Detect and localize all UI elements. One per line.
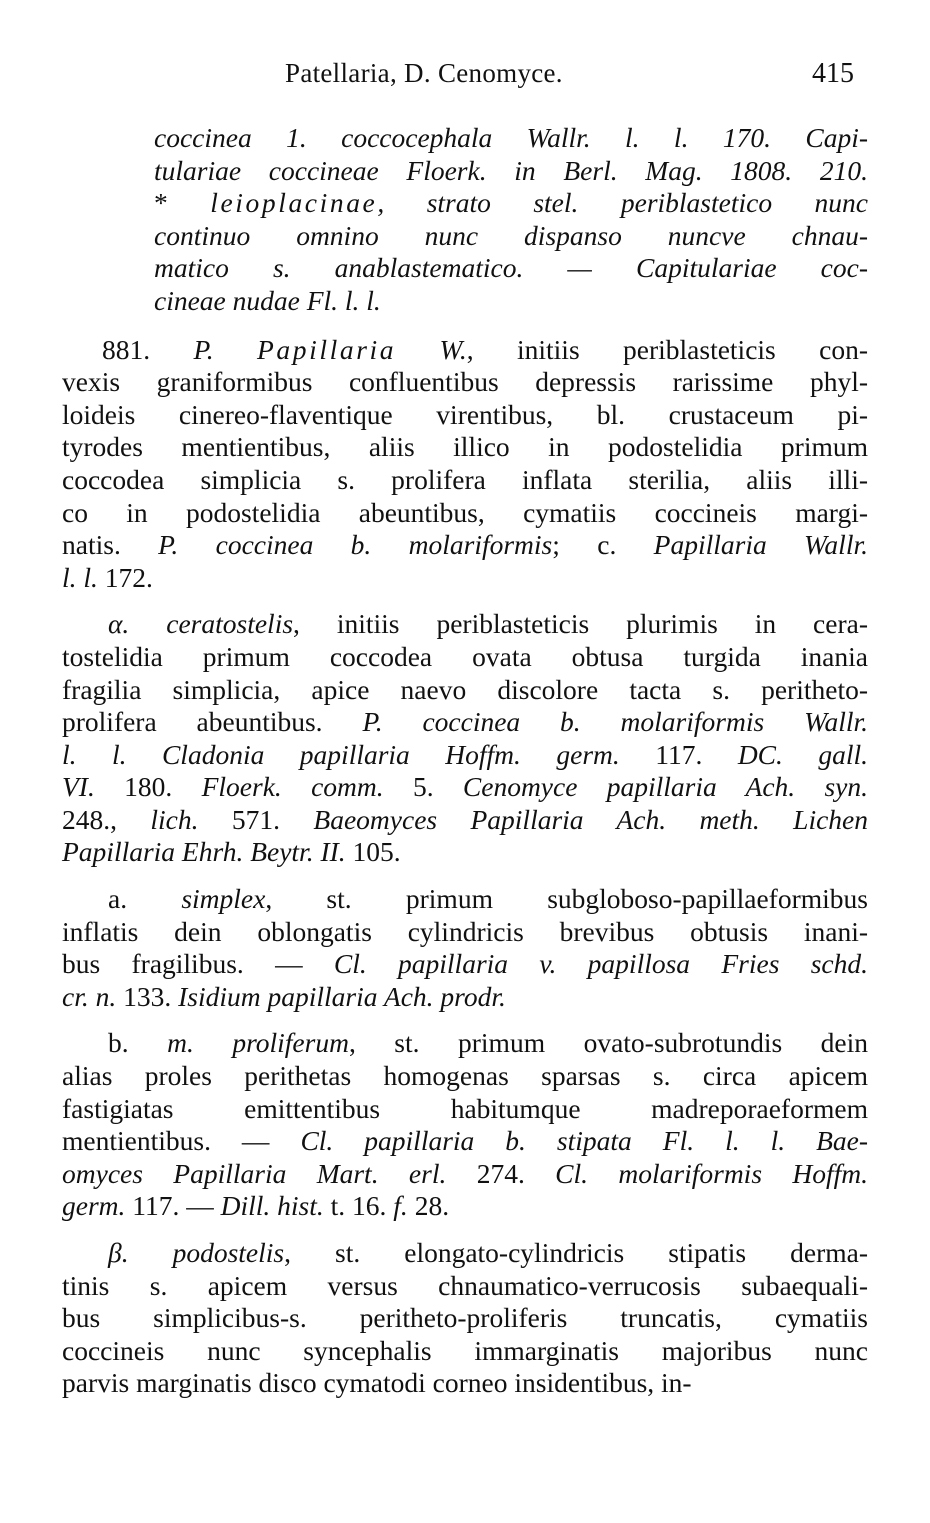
text-run: germ. <box>62 1190 126 1222</box>
text-line <box>62 1060 868 1093</box>
page-number: 415 <box>812 58 854 89</box>
text-run: 117. <box>619 738 738 770</box>
text-line <box>62 916 868 949</box>
text-run: 133. <box>116 980 179 1012</box>
text-run: parvis marginatis disco cymatodi corneo insidentibus, in- <box>62 1367 692 1399</box>
text-line <box>62 1367 868 1400</box>
text-line <box>62 1158 868 1191</box>
text-line <box>62 497 868 530</box>
text-run: tostelidia primum coccodea ovata obtusa turgida inania <box>62 640 868 672</box>
text-line <box>62 1190 868 1223</box>
running-head: Patellaria, D. Cenomyce. <box>285 58 563 88</box>
text-run: 180. <box>94 771 202 803</box>
text-run: , st. primum ovato-subrotundis dein <box>348 1027 868 1059</box>
text-line <box>62 1027 868 1060</box>
text-run: bus simplicibus-s. peritheto-proliferis truncatis, cymatiis <box>62 1302 868 1334</box>
text-line <box>62 220 868 253</box>
text-line <box>62 608 868 641</box>
text-run: fastigiatas emittentibus habitumque madreporaeformem <box>62 1092 868 1124</box>
text-run: DC. gall. <box>737 738 869 770</box>
text-line <box>62 366 868 399</box>
text-run: omyces Papillaria Mart. erl. <box>62 1157 447 1189</box>
paragraph-gap <box>62 1013 868 1027</box>
text-line <box>62 1302 868 1335</box>
text-run: 881. <box>102 333 194 365</box>
text-run: coccinea 1. coccocephala Wallr. l. l. 170. Capi- <box>154 122 868 153</box>
text-run: 571. <box>198 803 314 835</box>
text-line <box>62 285 868 318</box>
text-run: tyrodes mentientibus, aliis illico in podostelidia primum <box>62 431 868 463</box>
text-line <box>62 562 868 595</box>
text-run: loideis cinereo-flaventique virentibus, bl. crustaceum pi- <box>62 398 868 430</box>
text-line <box>62 1125 868 1158</box>
text-run: coccineis nunc syncephalis immarginatis majoribus nunc <box>62 1334 868 1366</box>
text-run: VI. <box>62 771 95 803</box>
text-line <box>62 1270 868 1303</box>
text-run: b. <box>108 1027 168 1059</box>
text-run: , strato stel. periblastetico nunc <box>377 187 868 219</box>
text-run: 274. <box>446 1157 556 1189</box>
text-run: co in podostelidia abeuntibus, cymatiis coccineis margi- <box>62 496 868 528</box>
text-run: leioplacinae <box>210 187 378 219</box>
paragraph-gap <box>62 318 868 334</box>
text-line <box>62 883 868 916</box>
text-run: Cl. papillaria v. papillosa Fries schd. <box>333 948 868 980</box>
text-run: Isidium papillaria Ach. prodr. <box>178 980 506 1012</box>
text-run: f. <box>393 1190 408 1222</box>
text-line <box>62 739 868 772</box>
text-line <box>62 948 868 981</box>
text-run: 248., <box>62 803 151 835</box>
page-body <box>62 122 868 1400</box>
text-run: bus fragilibus. — <box>62 948 334 980</box>
text-run: Floerk. comm. <box>201 771 384 803</box>
text-run: Cl. papillaria b. stipata Fl. l. l. Bae- <box>300 1125 869 1157</box>
text-line <box>62 187 868 220</box>
text-line <box>62 431 868 464</box>
text-run: l. l. Cladonia papillaria Hoffm. germ. <box>62 738 620 770</box>
text-line <box>62 464 868 497</box>
text-run: cr. n. <box>62 980 117 1012</box>
text-line <box>62 399 868 432</box>
text-line <box>62 1093 868 1126</box>
text-run: matico s. anablastematico. — Capitulariae coc- <box>154 252 868 284</box>
page-header <box>0 58 930 98</box>
text-line <box>62 529 868 562</box>
text-run: 105. <box>345 836 401 868</box>
text-run: β. podostelis <box>108 1237 285 1268</box>
text-run: m. proliferum <box>167 1027 349 1059</box>
text-run: tulariae coccineae Floerk. in Berl. Mag. 1808. 210. <box>154 154 868 186</box>
text-run: α. ceratostelis <box>108 608 294 640</box>
text-run: Papillaria <box>257 333 397 365</box>
text-line <box>62 804 868 837</box>
text-run: t. 16. <box>323 1190 394 1222</box>
text-line <box>62 706 868 739</box>
text-run: natis. <box>62 529 159 561</box>
text-run: a. <box>108 883 182 915</box>
text-run: 172. <box>97 561 153 593</box>
text-run: , initiis periblasteticis con- <box>466 333 868 365</box>
text-run: P. coccinea b. molariformis Wallr. <box>362 706 869 738</box>
text-run: ; c. <box>552 529 654 561</box>
text-run: , st. elongato-cylindricis stipatis derma- <box>284 1237 868 1268</box>
text-run: simplex <box>181 883 266 915</box>
text-run: vexis graniformibus confluentibus depressis rarissime phyl- <box>62 366 868 398</box>
text-run: 28. <box>407 1190 450 1222</box>
text-run: mentientibus. — <box>62 1125 301 1157</box>
text-run: tinis s. apicem versus chnaumatico-verrucosis subaequali- <box>62 1269 868 1301</box>
text-run: alias proles perithetas homogenas sparsas s. circa apicem <box>62 1060 868 1092</box>
text-run: inflatis dein oblongatis cylindricis brevibus obtusis inani- <box>62 915 868 947</box>
text-run: prolifera abeuntibus. <box>62 706 363 738</box>
text-line <box>62 334 868 367</box>
text-run: fragilia simplicia, apice naevo discolore tacta s. peritheto- <box>62 673 868 705</box>
text-line <box>62 1237 868 1270</box>
paragraph-gap <box>62 594 868 608</box>
text-run: * <box>154 187 211 219</box>
text-run: Papillaria Wallr. <box>653 529 868 561</box>
text-run: Cenomyce papillaria Ach. syn. <box>462 771 869 803</box>
text-line <box>62 252 868 285</box>
text-run: Dill. hist. <box>220 1190 324 1222</box>
text-run: 117. — <box>125 1190 221 1222</box>
text-run: Baeomyces Papillaria Ach. meth. Lichen <box>313 803 869 835</box>
text-run: , st. primum subgloboso-papillaeformibus <box>265 883 868 915</box>
text-line <box>62 836 868 869</box>
paragraph-gap <box>62 1223 868 1237</box>
text-line <box>62 641 868 674</box>
text-run: P. coccinea b. molariformis <box>158 529 553 561</box>
text-run: continuo omnino nunc dispanso nuncve chnau- <box>154 219 868 251</box>
text-run: lich. <box>150 803 199 835</box>
text-run: l. l. <box>62 561 98 593</box>
text-line <box>62 981 868 1014</box>
text-line <box>62 1335 868 1368</box>
text-run: 5. <box>383 771 463 803</box>
text-run: P. <box>193 333 258 365</box>
text-run: , initiis periblasteticis plurimis in cera- <box>293 608 868 640</box>
text-line <box>62 155 868 188</box>
text-line <box>62 122 868 155</box>
paragraph-gap <box>62 869 868 883</box>
text-run: W. <box>396 333 467 365</box>
text-line <box>62 771 868 804</box>
text-run: cineae nudae Fl. l. l. <box>154 284 381 316</box>
text-run: Papillaria Ehrh. Beytr. II. <box>62 836 346 868</box>
text-line <box>62 674 868 707</box>
text-run: coccodea simplicia s. prolifera inflata sterilia, aliis illi- <box>62 463 868 495</box>
text-run: Cl. molariformis Hoffm. <box>555 1157 868 1189</box>
